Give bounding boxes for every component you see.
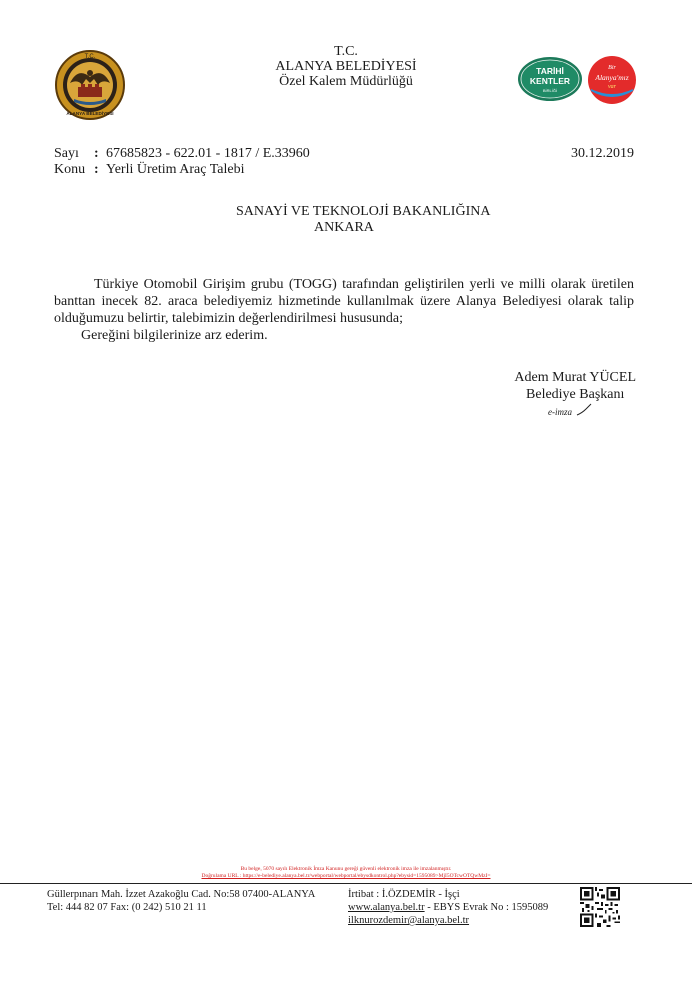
- signer-name: Adem Murat YÜCEL: [514, 370, 636, 385]
- var-text: var: [608, 84, 616, 90]
- sayi-colon: :: [94, 146, 99, 161]
- letterhead-municipality: ALANYA BELEDİYESİ: [275, 59, 417, 74]
- konu-row: [54, 162, 310, 178]
- verification-url[interactable]: Doğrulama URL : https://e-belediye.alanya.bel.tr/webportal/webportal/ebysdkontrol.php?ebysid=1595089>MjI5OTcwOTQwMzI=: [201, 873, 491, 879]
- tarihi-kentler-logo: [517, 56, 583, 102]
- body-paragraph: Türkiye Otomobil Girişim grubu (TOGG) tarafından geliştirilen yerli ve milli olarak üretilen banttan inecek 82. araca belediyemiz hizmetinde kullanılmak üzere Alanya Belediyesi olarak talip olduğumuzu belirtir, talebimizin değerlendirilmesi hususunda;: [54, 277, 634, 326]
- tarihi-text: TARİHİ: [536, 66, 564, 76]
- letterhead-tc: T.C.: [334, 44, 358, 59]
- e-signature-mark: [548, 402, 598, 418]
- footer-address: Güllerpınarı Mah. İzzet Azakoğlu Cad. No:58 07400-ALANYA: [47, 889, 316, 900]
- seal-bottom-text: ALANYA BELEDİYESİ: [66, 111, 114, 116]
- addressee-city: ANKARA: [314, 220, 374, 235]
- konu-colon: :: [94, 162, 99, 177]
- footer-phone: Tel: 444 82 07 Fax: (0 242) 510 21 11: [47, 902, 207, 913]
- qr-code-icon: [580, 887, 620, 927]
- konu-value: Yerli Üretim Araç Talebi: [106, 162, 245, 177]
- document-meta: [54, 146, 310, 178]
- e-imza-label: e-imza: [548, 407, 572, 417]
- alanyamiz-text: Alanya'mız: [595, 73, 629, 82]
- addressee-ministry: SANAYİ VE TEKNOLOJİ BAKANLIĞINA: [236, 204, 491, 219]
- signature-block: [514, 369, 636, 403]
- footer-ebys: - EBYS Evrak No : 1595089: [424, 902, 549, 913]
- kentler-text: KENTLER: [529, 76, 571, 86]
- footer-email-link[interactable]: ilknurozdemir@alanya.bel.tr: [348, 915, 470, 926]
- signer-title: Belediye Başkanı: [526, 387, 625, 402]
- footer-web-link[interactable]: www.alanya.bel.tr: [348, 902, 425, 913]
- letterhead-department: Özel Kalem Müdürlüğü: [279, 74, 413, 89]
- footer-address-block: [47, 888, 315, 914]
- birligi-text: BİRLİĞİ: [542, 88, 558, 93]
- sayi-row: [54, 146, 310, 162]
- body-closing: Gereğini bilgilerinize arz ederim.: [81, 328, 268, 343]
- footer-divider: [0, 883, 692, 884]
- bir-alanyamiz-var-logo: [587, 55, 637, 105]
- e-signature-notice-line1: Bu belge, 5070 sayılı Elektronik İmza Kanunu gereği güvenli elektronik imza ile imzalanmıştır.: [240, 866, 452, 872]
- konu-label: Konu: [54, 162, 86, 177]
- footer-irtibat: İrtibat : İ.ÖZDEMİR - İşçi: [348, 889, 460, 900]
- letter-body: [54, 276, 634, 344]
- sayi-value: 67685823 - 622.01 - 1817 / E.33960: [106, 146, 310, 161]
- e-signature-notice: [0, 866, 692, 880]
- signature-stroke-icon: [576, 403, 592, 417]
- seal-top-text: T.C.: [84, 54, 96, 60]
- footer-web-row: [348, 901, 548, 914]
- addressee: [0, 204, 692, 236]
- bir-text: Bir: [608, 65, 616, 71]
- footer-contact-block: [348, 888, 548, 927]
- document-date: 30.12.2019: [571, 146, 634, 161]
- sayi-label: Sayı: [54, 146, 79, 161]
